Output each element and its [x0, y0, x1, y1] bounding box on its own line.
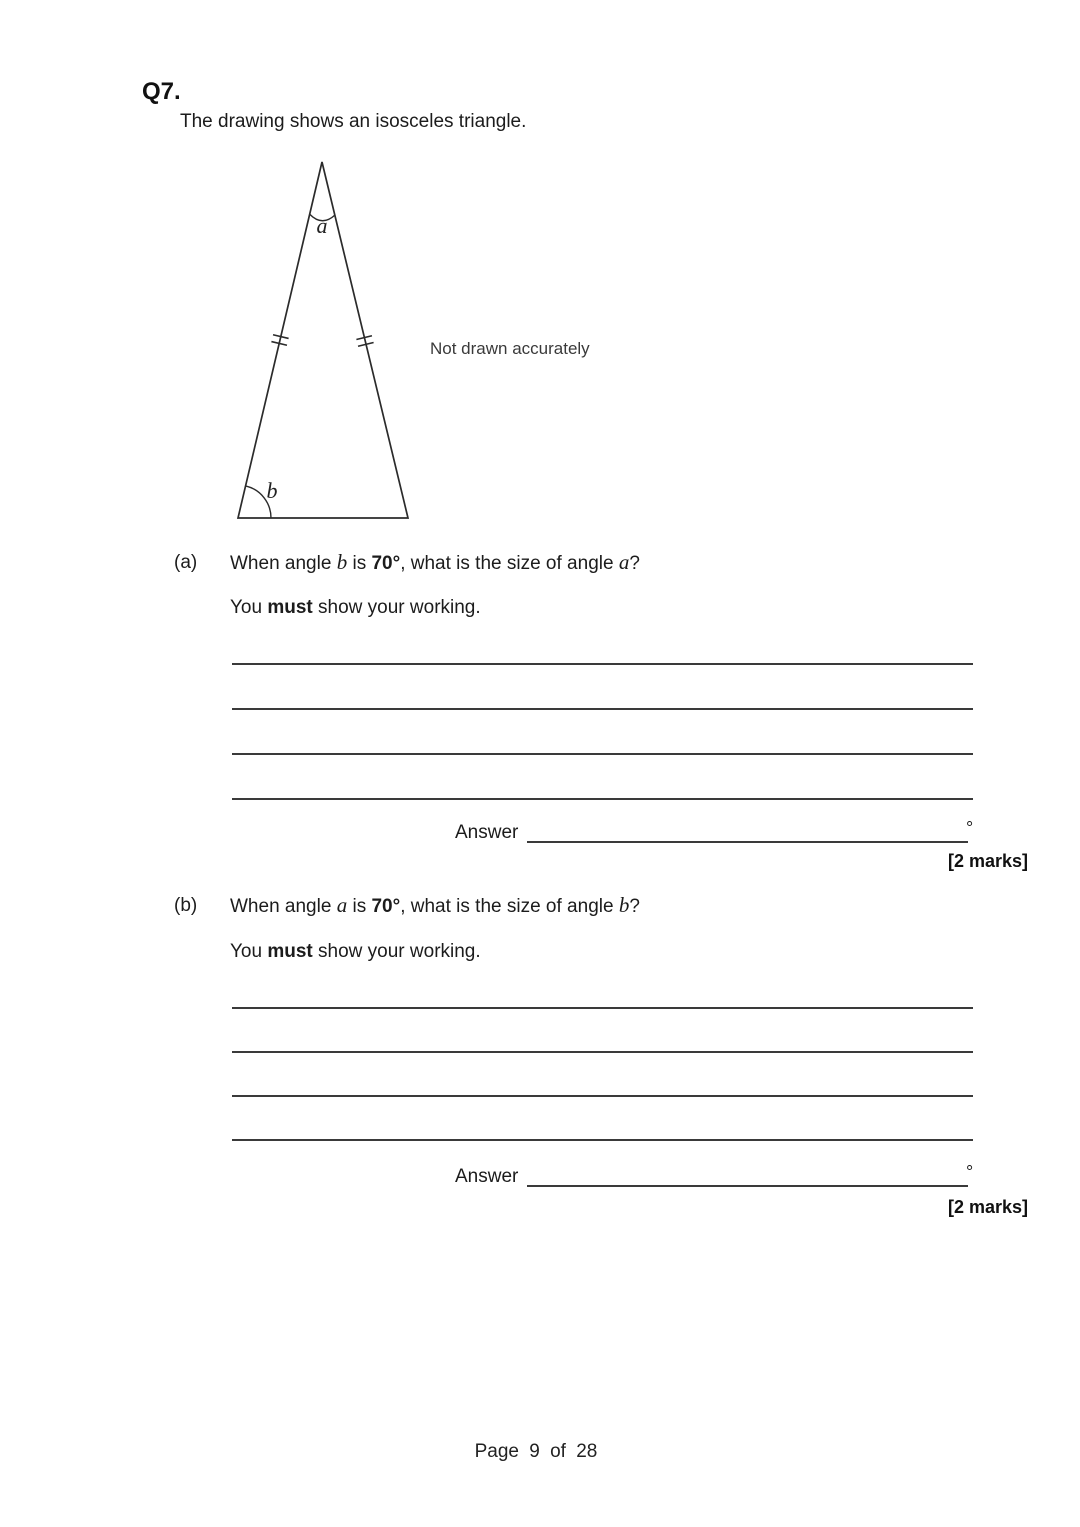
- part-b-degree-symbol: °: [966, 1162, 974, 1182]
- part-b-marks: [2 marks]: [947, 1197, 1028, 1217]
- not-drawn-note: Not drawn accurately: [430, 339, 590, 358]
- working-line: [232, 1051, 973, 1053]
- part-b-given-value: 70°: [371, 896, 401, 917]
- angle-b-label: b: [266, 478, 278, 503]
- part-a-answer-line: [527, 841, 968, 843]
- working-line: [232, 663, 973, 665]
- working-line: [232, 1007, 973, 1009]
- triangle-figure: [225, 152, 425, 527]
- working-line: [232, 708, 973, 710]
- part-a-question: When angle b is 70°, what is the size of angle a?: [230, 550, 640, 574]
- question-number: Q7.: [142, 78, 181, 105]
- page-footer: Page 9 of 28: [474, 1441, 598, 1462]
- part-a-var1: b: [336, 550, 348, 574]
- part-b-instruction: You must show your working.: [230, 941, 481, 962]
- part-b-answer-line: [527, 1185, 968, 1187]
- angle-a-label: a: [316, 213, 328, 238]
- part-b-label: (b): [174, 895, 198, 916]
- part-a-marks: [2 marks]: [947, 851, 1028, 871]
- working-line: [232, 1095, 973, 1097]
- part-a-var2: a: [618, 550, 630, 574]
- part-b-var2: b: [618, 893, 630, 917]
- part-b-question-text: When angle: [230, 896, 337, 917]
- part-a-given-value: 70°: [371, 553, 401, 574]
- intro-text: The drawing shows an isosceles triangle.: [180, 111, 527, 132]
- part-a-degree-symbol: °: [966, 818, 974, 838]
- part-a-label: (a): [174, 552, 198, 573]
- part-b-question: When angle a is 70°, what is the size of angle b?: [230, 893, 640, 917]
- part-b-answer-label: Answer: [455, 1166, 519, 1187]
- working-line: [232, 753, 973, 755]
- part-b-var1: a: [336, 893, 348, 917]
- part-a-instruction: You must show your working.: [230, 597, 481, 618]
- working-line: [232, 1139, 973, 1141]
- part-a-question-text: When angle: [230, 553, 337, 574]
- part-a-answer-label: Answer: [455, 822, 519, 843]
- working-line: [232, 798, 973, 800]
